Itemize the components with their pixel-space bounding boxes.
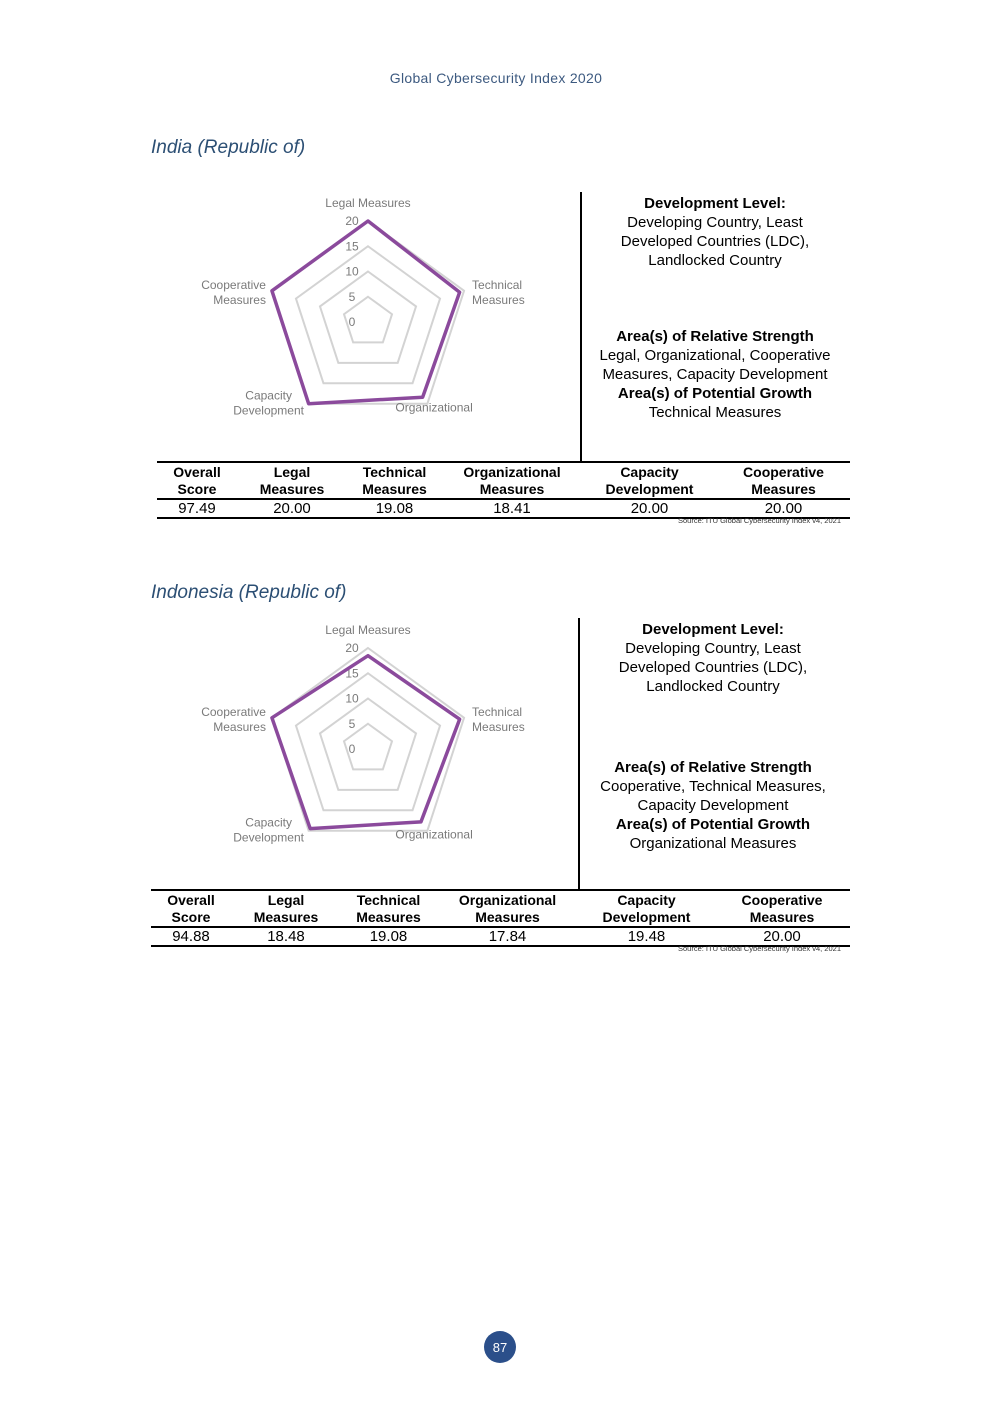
source-note: Source: ITU Global Cybersecurity Index v4, 2021 (678, 944, 841, 953)
tick-label: 0 (348, 742, 356, 756)
header-organizational: Organizational Measures (436, 890, 579, 927)
radar-chart-indonesia (160, 623, 560, 893)
tick-label: 20 (345, 214, 359, 228)
axis-label: Legal Measures (325, 196, 411, 210)
axis-label: Cooperative Measures (201, 277, 266, 307)
score-organizational: 18.41 (442, 499, 582, 518)
header-legal: Legal Measures (231, 890, 341, 927)
tick-label: 10 (345, 691, 359, 706)
info-panel-indonesia (578, 620, 848, 853)
growth-line: Organizational Measures (629, 835, 797, 852)
page-number: 87 (484, 1331, 516, 1363)
series-line (272, 656, 460, 829)
score-legal: 18.48 (231, 927, 341, 946)
dev-level-line: Developed Countries (LDC), (618, 659, 808, 676)
tick-label: 20 (345, 641, 359, 655)
score-capacity: 19.48 (579, 927, 714, 946)
header-technical: Technical Measures (341, 890, 436, 927)
header-legal: Legal Measures (237, 462, 347, 499)
tick-label: 10 (345, 264, 359, 279)
score-table-indonesia (151, 889, 850, 947)
score-technical: 19.08 (347, 499, 442, 518)
header-cooperative: Cooperative Measures (717, 462, 850, 499)
axis-label: Legal Measures (325, 623, 411, 637)
score-technical: 19.08 (341, 927, 436, 946)
dev-level-label: Development Level: (644, 195, 786, 212)
axis-label: Cooperative Measures (201, 704, 266, 734)
grid-ring (320, 699, 416, 790)
strength-line: Cooperative, Technical Measures, (600, 778, 826, 795)
header-technical: Technical Measures (347, 462, 442, 499)
growth-line: Technical Measures (648, 404, 782, 421)
info-panel-india (580, 194, 850, 422)
growth-label: Area(s) of Potential Growth (617, 385, 813, 402)
tick-label: 15 (345, 239, 359, 254)
score-capacity: 20.00 (582, 499, 717, 518)
growth-label: Area(s) of Potential Growth (615, 816, 811, 833)
tick-label: 15 (345, 666, 359, 681)
dev-level-line: Landlocked Country (648, 252, 782, 269)
score-legal: 20.00 (237, 499, 347, 518)
axis-label: Technical Measures (472, 704, 525, 734)
country-title-india: India (Republic of) (151, 137, 306, 158)
score-organizational: 17.84 (436, 927, 579, 946)
dev-level-line: Developed Countries (LDC), (620, 233, 810, 250)
tick-label: 0 (348, 315, 356, 329)
tick-label: 5 (348, 289, 356, 304)
dev-level-line: Developing Country, Least (627, 214, 803, 231)
strength-label: Area(s) of Relative Strength (616, 328, 814, 345)
score-overall: 94.88 (151, 927, 231, 946)
grid-ring (320, 272, 416, 363)
source-note: Source: ITU Global Cybersecurity Index v4, 2021 (678, 516, 841, 525)
page-header: Global Cybersecurity Index 2020 (389, 70, 603, 86)
axis-label: Organizational (395, 400, 473, 415)
dev-level-line: Landlocked Country (646, 678, 780, 695)
strength-line: Capacity Development (637, 797, 789, 814)
axis-label: Organizational (395, 827, 473, 842)
axis-label: Capacity Development (233, 388, 304, 418)
header-overall: Overall Score (157, 462, 237, 499)
strength-line: Legal, Organizational, Cooperative (599, 347, 831, 364)
country-title-indonesia: Indonesia (Republic of) (151, 582, 347, 603)
header-capacity: Capacity Development (582, 462, 717, 499)
score-table-india (157, 461, 850, 519)
strength-line: Measures, Capacity Development (602, 366, 828, 383)
radar-chart-india (160, 196, 560, 466)
axis-label: Technical Measures (472, 277, 525, 307)
header-capacity: Capacity Development (579, 890, 714, 927)
tick-label: 5 (348, 716, 356, 731)
dev-level-line: Developing Country, Least (625, 640, 801, 657)
header-organizational: Organizational Measures (442, 462, 582, 499)
score-cooperative: 20.00 (714, 927, 850, 946)
score-overall: 97.49 (157, 499, 237, 518)
axis-label: Capacity Development (233, 815, 304, 845)
header-overall: Overall Score (151, 890, 231, 927)
dev-level-label: Development Level: (642, 621, 784, 638)
header-cooperative: Cooperative Measures (714, 890, 850, 927)
strength-label: Area(s) of Relative Strength (614, 759, 812, 776)
score-cooperative: 20.00 (717, 499, 850, 518)
